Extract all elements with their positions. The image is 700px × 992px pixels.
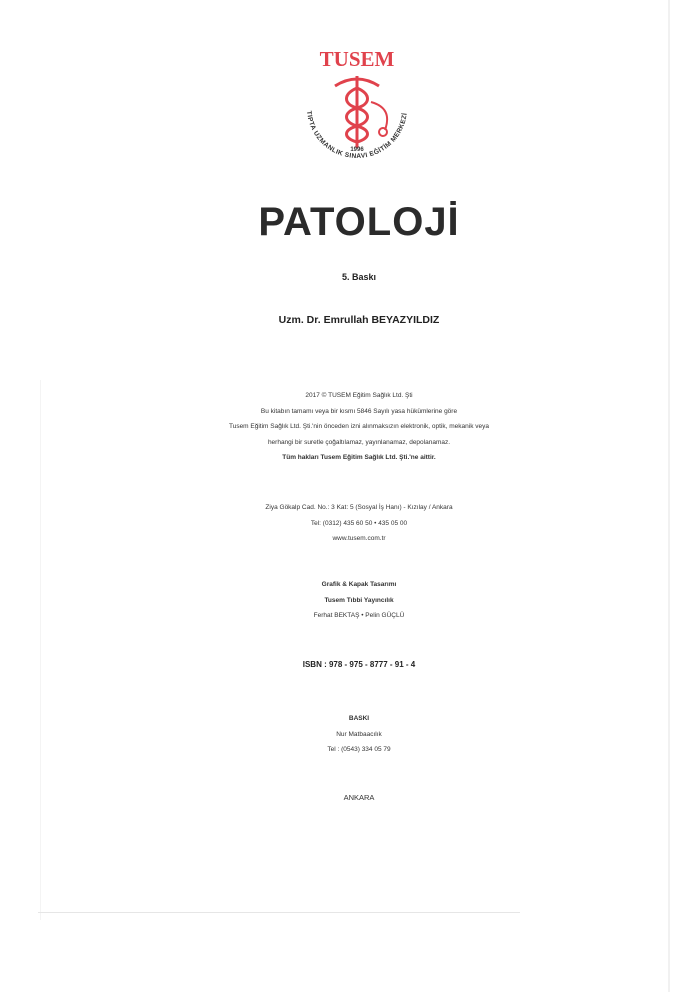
printer-name: Nur Matbaacılık xyxy=(336,730,382,738)
author-name: Uzm. Dr. Emrullah BEYAZYILDIZ xyxy=(278,314,440,326)
website: www.tusem.com.tr xyxy=(332,535,386,542)
print-credits xyxy=(0,711,700,758)
scan-edge-right xyxy=(668,0,670,992)
phone-numbers: Tel: (0312) 435 60 50 • 435 05 00 xyxy=(310,519,408,527)
scan-edge-bottom xyxy=(38,912,520,913)
copyright-line: Bu kitabın tamamı veya bir kısmı 5846 Sayılı yasa hükümlerine göre xyxy=(260,407,458,415)
design-company: Tusem Tıbbi Yayıncılık xyxy=(324,596,394,604)
copyright-block xyxy=(0,388,700,466)
copyright-line: Tusem Eğitim Sağlık Ltd. Şti.'nin önceden izni alınmaksızın elektronik, optik, mekanik veya xyxy=(228,423,490,430)
logo-arc-text: TIPTA UZMANLIK SINAVI EĞİTİM MERKEZİ xyxy=(305,110,409,161)
book-title: PATOLOJİ xyxy=(258,200,460,244)
street-address: Ziya Gökalp Cad. No.: 3 Kat: 5 (Sosyal İş Hanı) - Kızılay / Ankara xyxy=(265,504,453,511)
logo-year: 1996 xyxy=(350,147,364,153)
caduceus-icon xyxy=(335,76,387,148)
logo-wordmark: TUSEM xyxy=(319,47,395,71)
copyright-line: 2017 © TUSEM Eğitim Sağlık Ltd. Şti xyxy=(305,392,413,399)
design-credits xyxy=(0,577,700,624)
city-name: ANKARA xyxy=(343,793,375,802)
print-heading: BASKI xyxy=(348,715,370,722)
printer-phone: Tel : (0543) 334 05 79 xyxy=(327,746,391,753)
rights-statement: Tüm hakları Tusem Eğitim Sağlık Ltd. Şti.'ne aittir. xyxy=(282,454,436,461)
isbn-number: ISBN : 978 - 975 - 8777 - 91 - 4 xyxy=(302,660,416,669)
designer-names: Ferhat BEKTAŞ • Pelin GÜÇLÜ xyxy=(313,612,405,619)
tusem-logo xyxy=(297,42,417,170)
edition-label: 5. Baskı xyxy=(341,272,377,282)
copyright-line: herhangi bir suretle çoğaltılamaz, yayınlanamaz, depolanamaz. xyxy=(267,438,451,446)
publisher-address xyxy=(0,500,700,547)
design-heading: Grafik & Kapak Tasarımı xyxy=(321,581,397,588)
